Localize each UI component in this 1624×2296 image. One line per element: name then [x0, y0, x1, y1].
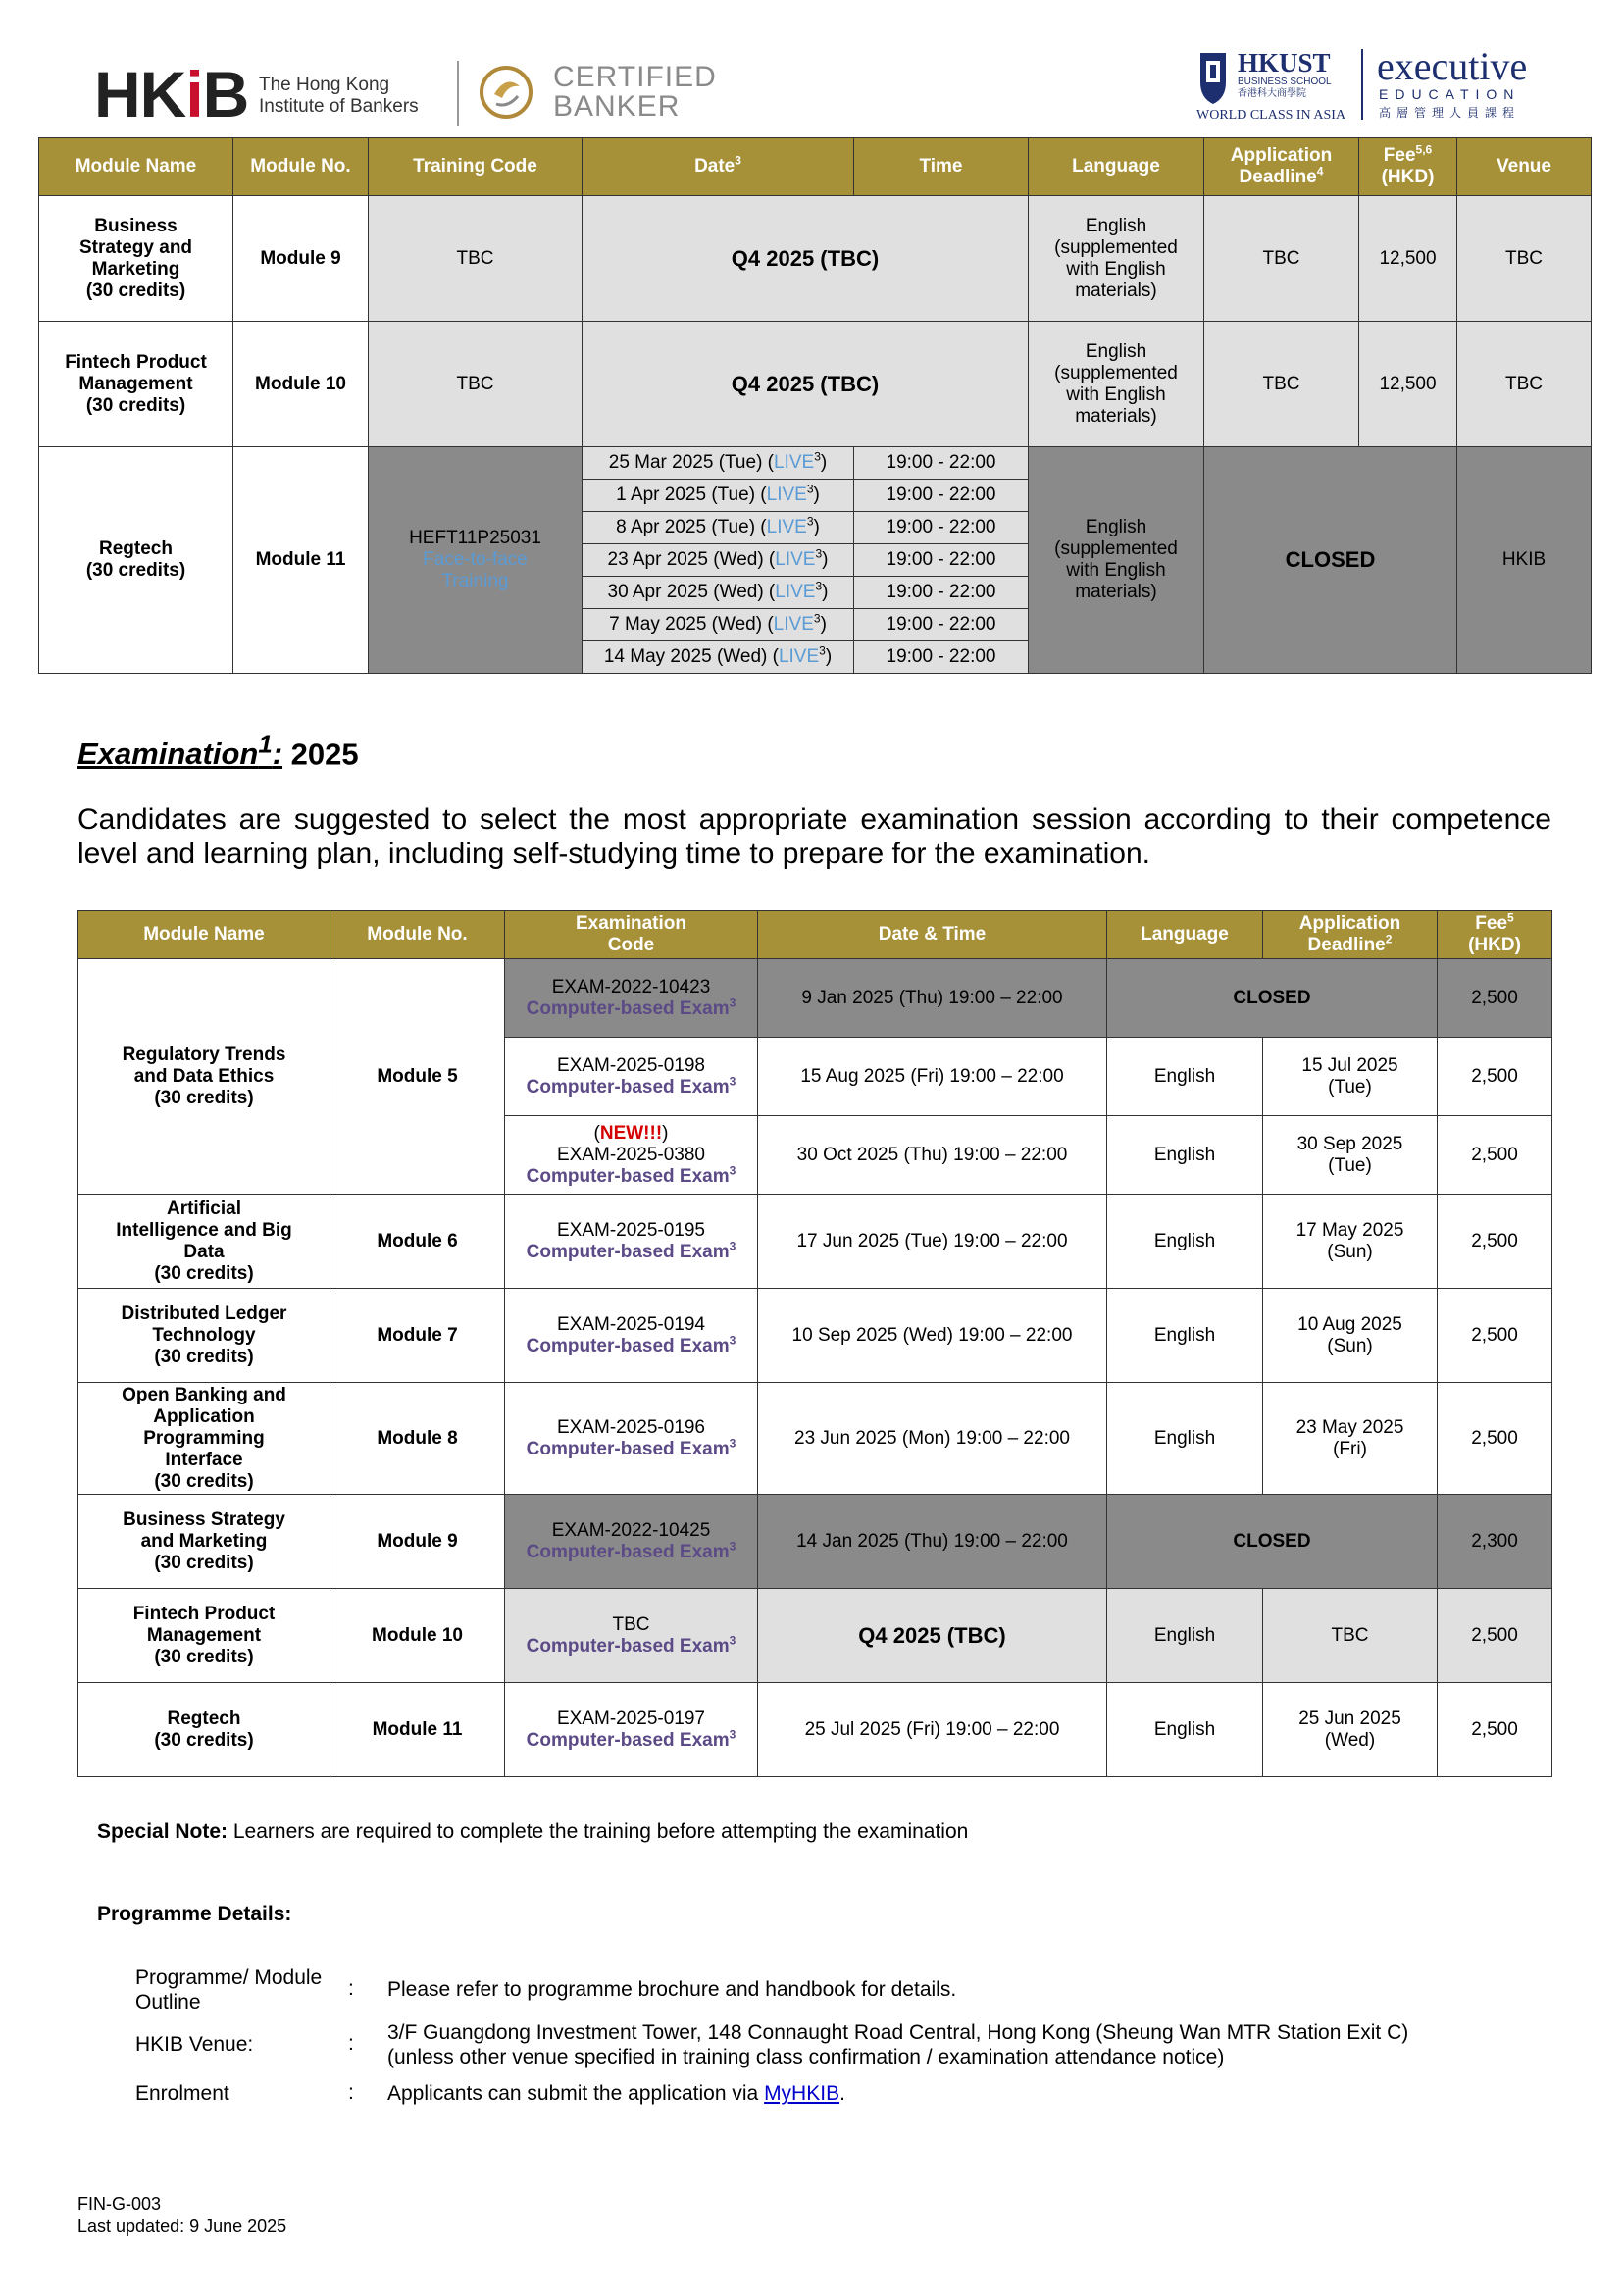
exam-intro: Candidates are suggested to select the most appropriate examination session according to their competence level and learning plan, including self-studying time to prepare for the examination. — [77, 803, 1551, 870]
outline-label: Programme/ Module Outline — [135, 1966, 323, 2014]
language: English — [1107, 1683, 1263, 1777]
deadline: TBC — [1204, 196, 1359, 322]
closed-status: CLOSED — [1107, 959, 1438, 1038]
exam-date-time: 10 Sep 2025 (Wed) 19:00 – 22:00 — [758, 1289, 1107, 1383]
logo-divider — [457, 61, 459, 126]
fee: 12,500 — [1359, 322, 1457, 447]
training-schedule-table — [38, 137, 1592, 674]
myhkib-link[interactable]: MyHKIB — [764, 2082, 840, 2105]
module-name: Distributed Ledger Technology (30 credits) — [78, 1289, 330, 1383]
table-row — [78, 1683, 1552, 1777]
exam-date-time: 30 Oct 2025 (Thu) 19:00 – 22:00 — [758, 1116, 1107, 1195]
exam-schedule-table — [77, 910, 1552, 1777]
training-date: Q4 2025 (TBC) — [583, 196, 1029, 322]
exec-ed-subtitle: EDUCATION — [1379, 86, 1521, 102]
fee: 12,500 — [1359, 196, 1457, 322]
session-date: 30 Apr 2025 (Wed) (LIVE$^3$) — [583, 577, 854, 609]
closed-status: CLOSED — [1204, 447, 1457, 674]
hkust-tagline: WORLD CLASS IN ASIA — [1196, 108, 1346, 123]
module-no: Module 8 — [330, 1383, 505, 1495]
language: English (supplemented with English materials) — [1029, 447, 1204, 674]
enrolment-value: Applicants can submit the application via MyHKIB. — [387, 2082, 845, 2105]
exam-date-time: Q4 2025 (TBC) — [758, 1589, 1107, 1683]
fee: 2,500 — [1438, 1589, 1552, 1683]
hkib-name: The Hong Kong Institute of Bankers — [259, 75, 419, 117]
hkib-logo — [94, 57, 722, 131]
session-time: 19:00 - 22:00 — [854, 480, 1029, 512]
col-module-name: Module Name — [78, 911, 330, 959]
last-updated: Last updated: 9 June 2025 — [77, 2217, 287, 2236]
closed-status: CLOSED — [1107, 1495, 1438, 1589]
module-name: Business Strategy and Marketing (30 credits) — [39, 196, 233, 322]
session-time: 19:00 - 22:00 — [854, 512, 1029, 544]
language: English — [1107, 1116, 1263, 1195]
module-name: Fintech Product Management (30 credits) — [78, 1589, 330, 1683]
module-no: Module 5 — [330, 959, 505, 1195]
exam-code: EXAM-2025-0195 Computer-based Exam$^3$ — [505, 1195, 758, 1289]
exam-heading: Examination$^1$: 2025 — [77, 732, 359, 772]
exam-date-time: 25 Jul 2025 (Fri) 19:00 – 22:00 — [758, 1683, 1107, 1777]
module-name: Regtech (30 credits) — [78, 1683, 330, 1777]
table-row — [78, 1289, 1552, 1383]
deadline: 10 Aug 2025 (Sun) — [1263, 1289, 1438, 1383]
table-row — [78, 1589, 1552, 1683]
col-module-no: Module No. — [233, 138, 369, 196]
module-no: Module 7 — [330, 1289, 505, 1383]
deadline: 25 Jun 2025 (Wed) — [1263, 1683, 1438, 1777]
venue: TBC — [1457, 196, 1592, 322]
exam-code: EXAM-2025-0198 Computer-based Exam$^3$ — [505, 1038, 758, 1116]
table-header-row — [78, 911, 1552, 959]
venue-label: HKIB Venue: — [135, 2033, 254, 2056]
fee: 2,500 — [1438, 959, 1552, 1038]
fee: 2,500 — [1438, 1038, 1552, 1116]
module-no: Module 10 — [330, 1589, 505, 1683]
deadline: 15 Jul 2025 (Tue) — [1263, 1038, 1438, 1116]
venue-value: 3/F Guangdong Investment Tower, 148 Connaught Road Central, Hong Kong (Sheung Wan MTR Station Exit C) (unless other venue specified in training class confirmation / examination attendance notice) — [387, 2021, 1409, 2068]
module-no: Module 9 — [233, 196, 369, 322]
session-date: 7 May 2025 (Wed) (LIVE$^3$) — [583, 609, 854, 641]
table-header-row — [39, 138, 1592, 196]
exam-code: EXAM-2022-10423 Computer-based Exam$^3$ — [505, 959, 758, 1038]
session-date: 14 May 2025 (Wed) (LIVE$^3$) — [583, 641, 854, 674]
table-row — [39, 322, 1592, 447]
session-date: 25 Mar 2025 (Tue) (LIVE$^3$) — [583, 447, 854, 480]
certified-banker-text: CERTIFIED BANKER — [553, 61, 717, 123]
module-name: Fintech Product Management (30 credits) — [39, 322, 233, 447]
exec-ed-title: executive — [1377, 44, 1528, 88]
module-no: Module 11 — [330, 1683, 505, 1777]
fee: 2,500 — [1438, 1683, 1552, 1777]
venue: TBC — [1457, 322, 1592, 447]
col-date: Date$^3$ — [583, 138, 854, 196]
language: English — [1107, 1383, 1263, 1495]
module-name: Regtech (30 credits) — [39, 447, 233, 674]
hkust-subtitle: BUSINESS SCHOOL 香港科大商學院 — [1238, 77, 1332, 99]
session-date: 8 Apr 2025 (Tue) (LIVE$^3$) — [583, 512, 854, 544]
col-time: Time — [854, 138, 1029, 196]
language: English (supplemented with English materials) — [1029, 196, 1204, 322]
exec-ed-chinese: 高層管理人員課程 — [1379, 106, 1521, 120]
venue: HKIB — [1457, 447, 1592, 674]
deadline: TBC — [1263, 1589, 1438, 1683]
session-time: 19:00 - 22:00 — [854, 544, 1029, 577]
certified-banker-emblem-icon — [479, 65, 533, 120]
exam-code: EXAM-2025-0196 Computer-based Exam$^3$ — [505, 1383, 758, 1495]
table-row — [78, 1383, 1552, 1495]
training-date: Q4 2025 (TBC) — [583, 322, 1029, 447]
col-fee: Fee$^{5,6}$ (HKD) — [1359, 138, 1457, 196]
deadline: 23 May 2025 (Fri) — [1263, 1383, 1438, 1495]
fee: 2,500 — [1438, 1195, 1552, 1289]
exam-code: (NEW!!!) EXAM-2025-0380 Computer-based Exam$^3$ — [505, 1116, 758, 1195]
hkib-wordmark: HKiB — [94, 58, 249, 130]
enrolment-colon: : — [348, 2081, 354, 2104]
module-no: Module 10 — [233, 322, 369, 447]
table-row — [39, 447, 1592, 480]
exam-code: TBC Computer-based Exam$^3$ — [505, 1589, 758, 1683]
fee: 2,500 — [1438, 1116, 1552, 1195]
table-row — [78, 959, 1552, 1038]
exam-date-time: 9 Jan 2025 (Thu) 19:00 – 22:00 — [758, 959, 1107, 1038]
col-language: Language — [1029, 138, 1204, 196]
module-no: Module 9 — [330, 1495, 505, 1589]
language: English (supplemented with English materials) — [1029, 322, 1204, 447]
session-time: 19:00 - 22:00 — [854, 447, 1029, 480]
session-date: 23 Apr 2025 (Wed) (LIVE$^3$) — [583, 544, 854, 577]
table-row — [39, 196, 1592, 322]
fee: 2,500 — [1438, 1289, 1552, 1383]
col-fee: Fee$^5$ (HKD) — [1438, 911, 1552, 959]
table-row — [78, 1495, 1552, 1589]
session-date: 1 Apr 2025 (Tue) (LIVE$^3$) — [583, 480, 854, 512]
module-name: Open Banking and Application Programming Interface (30 credits) — [78, 1383, 330, 1495]
col-deadline: Application Deadline$^4$ — [1204, 138, 1359, 196]
training-code: TBC — [369, 322, 583, 447]
deadline: 30 Sep 2025 (Tue) — [1263, 1116, 1438, 1195]
col-deadline: Application Deadline$^2$ — [1263, 911, 1438, 959]
new-badge: NEW!!! — [599, 1122, 663, 1144]
module-name: Business Strategy and Marketing (30 credits) — [78, 1495, 330, 1589]
footer — [77, 2193, 286, 2238]
deadline: TBC — [1204, 322, 1359, 447]
col-module-name: Module Name — [39, 138, 233, 196]
outline-colon: : — [348, 1977, 354, 2000]
col-module-no: Module No. — [330, 911, 505, 959]
special-note: Special Note: Learners are required to complete the training before attempting the examination — [97, 1820, 969, 1843]
hkust-divider — [1361, 49, 1363, 120]
col-language: Language — [1107, 911, 1263, 959]
language: English — [1107, 1195, 1263, 1289]
exam-code: EXAM-2025-0197 Computer-based Exam$^3$ — [505, 1683, 758, 1777]
hkust-logo — [1196, 44, 1540, 128]
col-training-code: Training Code — [369, 138, 583, 196]
training-code: HEFT11P25031 Face-to-face Training — [369, 447, 583, 674]
exam-code: EXAM-2022-10425 Computer-based Exam$^3$ — [505, 1495, 758, 1589]
venue-colon: : — [348, 2032, 354, 2055]
outline-value: Please refer to programme brochure and handbook for details. — [387, 1978, 957, 2001]
col-venue: Venue — [1457, 138, 1592, 196]
exam-date-time: 17 Jun 2025 (Tue) 19:00 – 22:00 — [758, 1195, 1107, 1289]
programme-details-heading: Programme Details: — [97, 1903, 292, 1925]
fee: 2,500 — [1438, 1383, 1552, 1495]
deadline: 17 May 2025 (Sun) — [1263, 1195, 1438, 1289]
fee: 2,300 — [1438, 1495, 1552, 1589]
col-exam-code: Examination Code — [505, 911, 758, 959]
module-name: Artificial Intelligence and Big Data (30 credits) — [78, 1195, 330, 1289]
document-code: FIN-G-003 — [77, 2194, 162, 2214]
language: English — [1107, 1289, 1263, 1383]
training-code: TBC — [369, 196, 583, 322]
exam-date-time: 14 Jan 2025 (Thu) 19:00 – 22:00 — [758, 1495, 1107, 1589]
language: English — [1107, 1589, 1263, 1683]
hkust-title: HKUST — [1238, 48, 1331, 77]
exam-code: EXAM-2025-0194 Computer-based Exam$^3$ — [505, 1289, 758, 1383]
session-time: 19:00 - 22:00 — [854, 609, 1029, 641]
table-row — [78, 1195, 1552, 1289]
language: English — [1107, 1038, 1263, 1116]
col-date-time: Date & Time — [758, 911, 1107, 959]
module-name: Regulatory Trends and Data Ethics (30 credits) — [78, 959, 330, 1195]
hkust-shield-icon — [1196, 49, 1230, 108]
exam-date-time: 15 Aug 2025 (Fri) 19:00 – 22:00 — [758, 1038, 1107, 1116]
session-time: 19:00 - 22:00 — [854, 577, 1029, 609]
enrolment-label: Enrolment — [135, 2082, 229, 2105]
exam-date-time: 23 Jun 2025 (Mon) 19:00 – 22:00 — [758, 1383, 1107, 1495]
module-no: Module 11 — [233, 447, 369, 674]
module-no: Module 6 — [330, 1195, 505, 1289]
session-time: 19:00 - 22:00 — [854, 641, 1029, 674]
